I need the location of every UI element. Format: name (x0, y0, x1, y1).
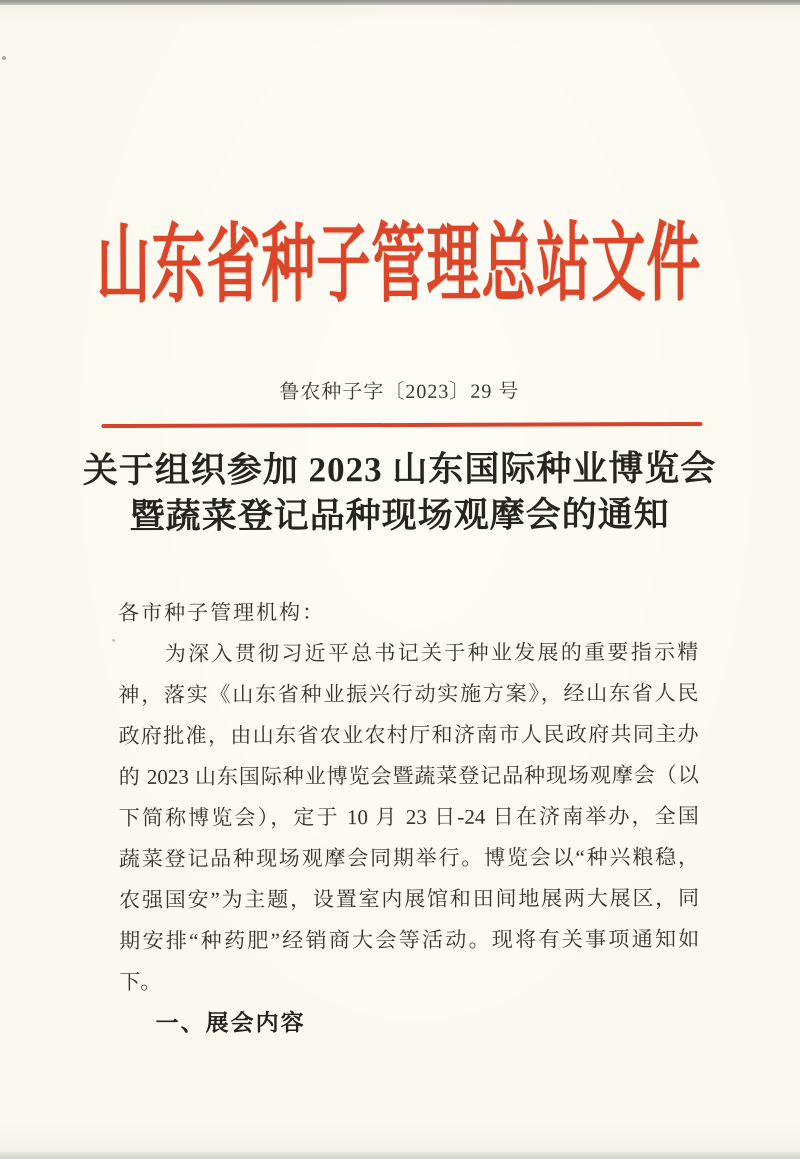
paragraph-line: 期安排“种药肥”经销商大会等活动。现将有关事项通知如 (119, 926, 700, 953)
paragraph (118, 632, 699, 1003)
scan-speck (2, 56, 6, 60)
document-number: 鲁农种子字〔2023〕29 号 (279, 380, 520, 404)
document-title-line-2: 暨蔬菜登记品种现场观摩会的通知 (129, 495, 670, 536)
agency-header-text: 山东省种子管理总站文件 (96, 215, 702, 314)
section-heading: 一、展会内容 (155, 1009, 306, 1036)
salutation: 各市种子管理机构： (118, 600, 326, 625)
document-title-line-1: 关于组织参加 2023 山东国际种业博览会 (82, 448, 717, 491)
paragraph-line: 的 2023 山东国际种业博览会暨蔬菜登记品种现场观摩会（以 (118, 762, 699, 789)
scan-edge-bottom (0, 1152, 800, 1159)
agency-header (0, 211, 799, 314)
paragraph-line: 下。 (119, 969, 162, 994)
paragraph-line: 农强国安”为主题，设置室内展馆和田间地展两大展区，同 (119, 885, 700, 912)
scan-speck (112, 639, 115, 642)
paragraph-line: 下简称博览会），定于 10 月 23 日-24 日在济南举办，全国 (118, 803, 699, 830)
paragraph-line: 神，落实《山东省种业振兴行动实施方案》，经山东省人民 (118, 680, 699, 707)
paragraph-line: 蔬菜登记品种现场观摩会同期举行。博览会以“种兴粮稳， (118, 844, 700, 871)
paragraph-line: 政府批准，由山东省农业农村厅和济南市人民政府共同主办 (118, 721, 699, 748)
document-body (118, 591, 700, 1044)
paragraph-line: 为深入贯彻习近平总书记关于种业发展的重要指示精 (118, 639, 699, 666)
red-separator-line (101, 422, 702, 428)
document-title (0, 446, 800, 541)
scan-speck (575, 856, 577, 858)
